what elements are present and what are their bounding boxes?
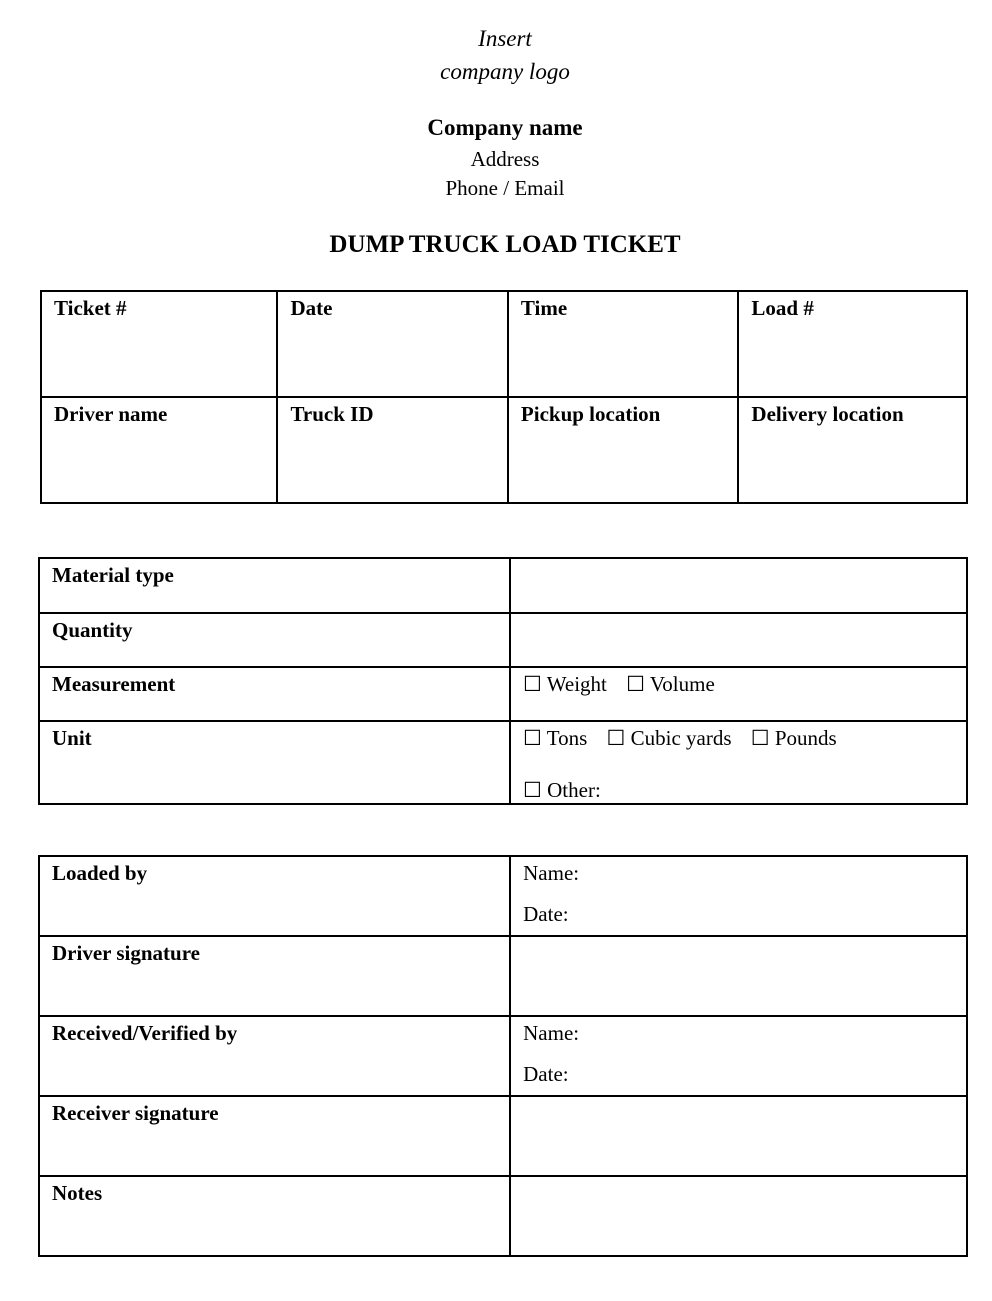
checkbox-icon: ☐	[750, 726, 770, 750]
pounds-checkbox[interactable]	[751, 726, 837, 750]
quantity-input[interactable]	[510, 613, 967, 667]
weight-checkbox[interactable]	[523, 672, 607, 696]
name-label: Name:	[523, 1021, 580, 1045]
company-address: Address	[470, 147, 540, 171]
logo-placeholder	[0, 22, 992, 88]
driver-signature-input[interactable]	[510, 936, 967, 1016]
option-label: Tons	[546, 726, 588, 750]
cubic-yards-checkbox[interactable]	[607, 726, 732, 750]
measurement-options	[510, 667, 967, 721]
measurement-label: Measurement	[39, 667, 510, 721]
received-by-input[interactable]	[510, 1016, 967, 1096]
checkbox-icon: ☐	[606, 726, 626, 750]
signature-table	[38, 855, 968, 1257]
date-label: Date:	[523, 1062, 569, 1086]
loaded-by-label: Loaded by	[39, 856, 510, 936]
option-label: Volume	[649, 672, 715, 696]
material-type-label: Material type	[39, 558, 510, 613]
option-label: Cubic yards	[630, 726, 732, 750]
notes-input[interactable]	[510, 1176, 967, 1256]
pickup-location-field[interactable]: Pickup location	[508, 397, 739, 503]
load-number-field[interactable]: Load #	[738, 291, 967, 397]
date-field[interactable]: Date	[277, 291, 507, 397]
material-table	[38, 557, 968, 805]
checkbox-icon: ☐	[626, 672, 645, 696]
unit-label: Unit	[39, 721, 510, 804]
logo-line: company logo	[440, 59, 570, 84]
volume-checkbox[interactable]	[626, 672, 715, 696]
loaded-by-input[interactable]	[510, 856, 967, 936]
truck-id-field[interactable]: Truck ID	[277, 397, 507, 503]
document-title: DUMP TRUCK LOAD TICKET	[329, 231, 681, 258]
unit-options	[510, 721, 967, 804]
receiver-signature-label: Receiver signature	[39, 1096, 510, 1176]
time-field[interactable]: Time	[508, 291, 739, 397]
tons-checkbox[interactable]	[523, 726, 587, 750]
checkbox-icon: ☐	[523, 672, 542, 696]
driver-name-field[interactable]: Driver name	[41, 397, 277, 503]
material-type-input[interactable]	[510, 558, 967, 613]
ticket-info-table	[40, 290, 968, 504]
driver-signature-label: Driver signature	[39, 936, 510, 1016]
date-label: Date:	[523, 902, 569, 926]
checkbox-icon: ☐	[523, 726, 542, 750]
receiver-signature-input[interactable]	[510, 1096, 967, 1176]
company-phone-email: Phone / Email	[445, 176, 565, 200]
name-label: Name:	[523, 861, 580, 885]
checkbox-icon: ☐	[523, 778, 542, 802]
option-label: Other:	[547, 778, 601, 802]
company-name: Company name	[427, 115, 583, 140]
option-label: Weight	[546, 672, 607, 696]
delivery-location-field[interactable]: Delivery location	[738, 397, 967, 503]
logo-line: Insert	[478, 26, 532, 51]
ticket-number-field[interactable]: Ticket #	[41, 291, 277, 397]
notes-label: Notes	[39, 1176, 510, 1256]
received-by-label: Received/Verified by	[39, 1016, 510, 1096]
option-label: Pounds	[774, 726, 837, 750]
other-checkbox[interactable]	[523, 778, 954, 803]
quantity-label: Quantity	[39, 613, 510, 667]
